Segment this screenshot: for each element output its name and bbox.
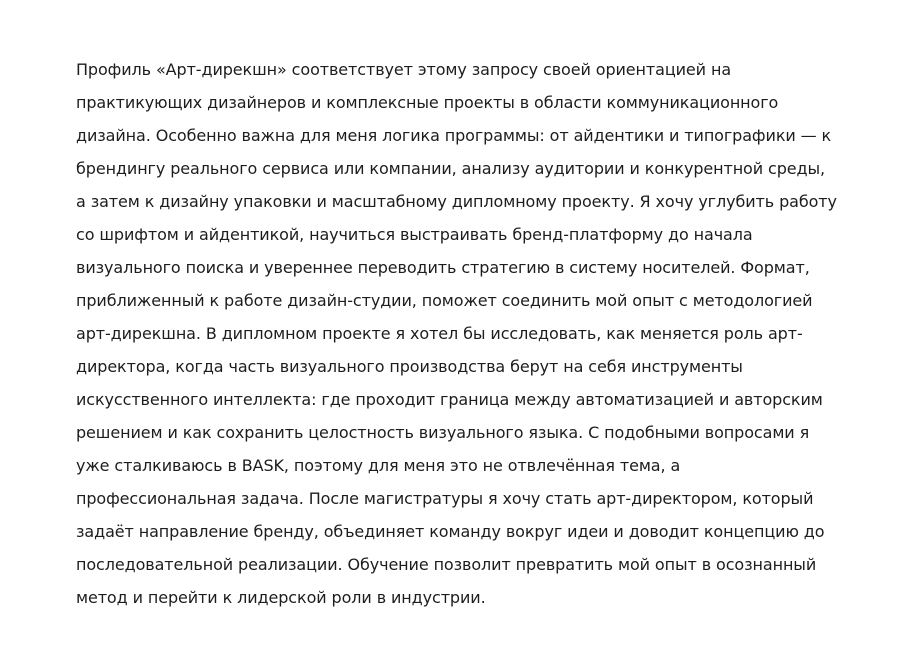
text-line: приближенный к работе дизайн-студии, поможет соединить мой опыт с методологией xyxy=(76,291,813,310)
text-line: дизайна. Особенно важна для меня логика программы: от айдентики и типографики — к xyxy=(76,126,832,145)
text-line: последовательной реализации. Обучение позволит превратить мой опыт в осознанный xyxy=(76,555,817,574)
text-line: задаёт направление бренду, объединяет команду вокруг идеи и доводит концепцию до xyxy=(76,522,825,541)
text-line: брендингу реального сервиса или компании, анализу аудитории и конкурентной среды, xyxy=(76,159,826,178)
text-line: Профиль «Арт-дирекшн» соответствует этому запросу своей ориентацией на xyxy=(76,60,732,79)
text-line: решением и как сохранить целостность визуального языка. С подобными вопросами я xyxy=(76,423,810,442)
text-line: арт-дирекшна. В дипломном проекте я хотел бы исследовать, как меняется роль арт- xyxy=(76,324,803,343)
text-line: практикующих дизайнеров и комплексные проекты в области коммуникационного xyxy=(76,93,779,112)
text-line: метод и перейти к лидерской роли в индустрии. xyxy=(76,588,486,607)
text-line: визуального поиска и увереннее переводить стратегию в систему носителей. Формат, xyxy=(76,258,810,277)
body-paragraph xyxy=(76,53,840,614)
text-line: со шрифтом и айдентикой, научиться выстраивать бренд-платформу до начала xyxy=(76,225,753,244)
text-line: искусственного интеллекта: где проходит граница между автоматизацией и авторским xyxy=(76,390,823,409)
text-line: директора, когда часть визуального производства берут на себя инструменты xyxy=(76,357,743,376)
text-line: профессиональная задача. После магистратуры я хочу стать арт-директором, который xyxy=(76,489,814,508)
text-line: уже сталкиваюсь в BASK, поэтому для меня это не отвлечённая тема, а xyxy=(76,456,681,475)
text-line: а затем к дизайну упаковки и масштабному дипломному проекту. Я хочу углубить работу xyxy=(76,192,837,211)
